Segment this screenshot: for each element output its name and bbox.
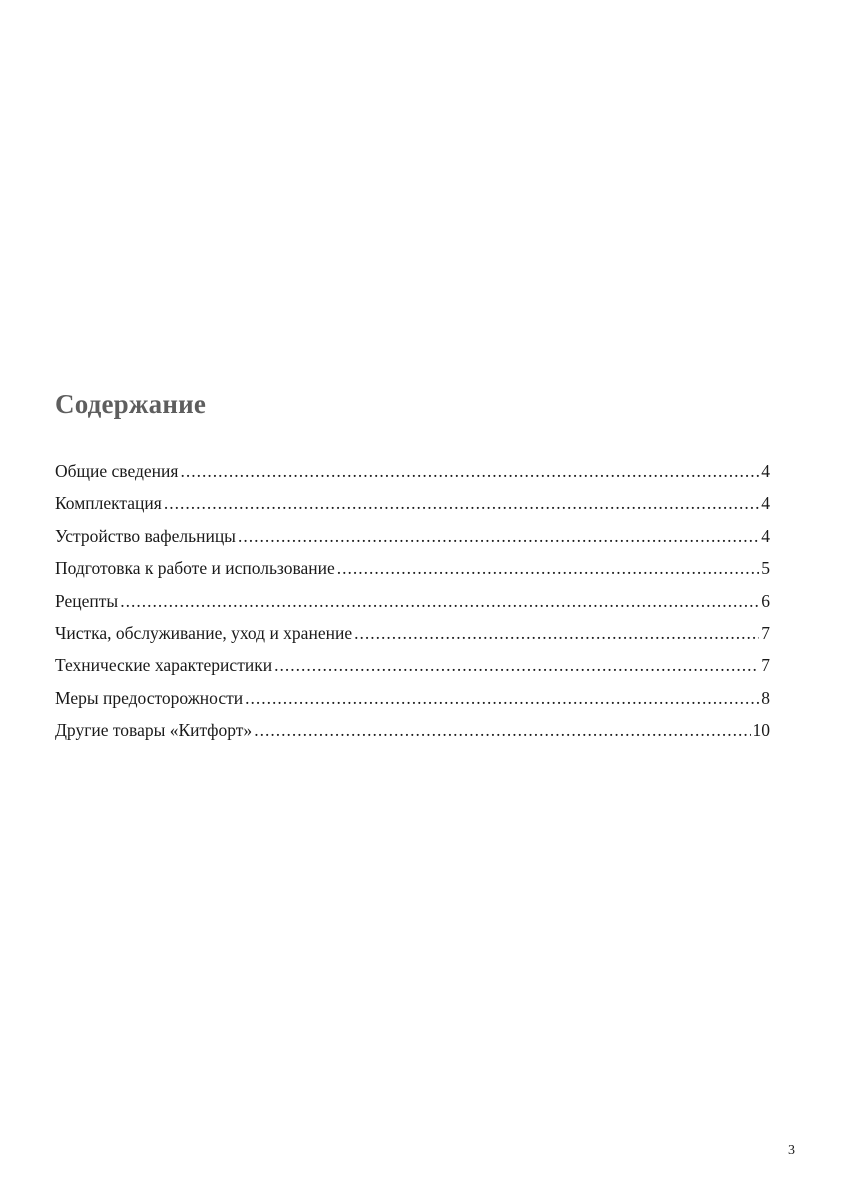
dot-leader bbox=[164, 487, 759, 519]
page-number: 3 bbox=[788, 1143, 795, 1158]
toc-entry[interactable] bbox=[55, 520, 770, 552]
toc-entry[interactable] bbox=[55, 552, 770, 584]
toc-entry-page: 7 bbox=[761, 655, 770, 676]
toc-entry-label: Чистка, обслуживание, уход и хранение bbox=[55, 622, 353, 643]
dot-leader bbox=[337, 552, 759, 584]
toc-entry-page: 6 bbox=[761, 590, 770, 611]
toc-entry-label: Другие товары «Китфорт» bbox=[55, 720, 253, 741]
toc-entry-page: 4 bbox=[761, 461, 770, 481]
dot-leader bbox=[254, 714, 750, 746]
toc-entry-page: 10 bbox=[752, 720, 770, 741]
toc-entry-label: Общие сведения bbox=[55, 461, 179, 481]
toc-entry-page: 4 bbox=[761, 493, 770, 514]
toc-entry-label: Комплектация bbox=[55, 493, 162, 514]
dot-leader bbox=[120, 585, 759, 617]
toc-entry[interactable] bbox=[55, 714, 770, 746]
toc-entry-label: Устройство вафельницы bbox=[55, 525, 236, 546]
toc-entry-page: 5 bbox=[761, 558, 770, 579]
toc-entry[interactable] bbox=[55, 487, 770, 519]
dot-leader bbox=[354, 617, 759, 649]
toc-entry-page: 7 bbox=[761, 622, 770, 643]
dot-leader bbox=[238, 520, 759, 552]
table-of-contents bbox=[55, 455, 770, 747]
toc-entry[interactable] bbox=[55, 585, 770, 617]
toc-entry-page: 4 bbox=[761, 525, 770, 546]
toc-entry[interactable] bbox=[55, 455, 770, 487]
toc-entry-page: 8 bbox=[761, 687, 770, 708]
toc-entry[interactable] bbox=[55, 649, 770, 681]
toc-entry-label: Технические характеристики bbox=[55, 655, 273, 676]
dot-leader bbox=[274, 649, 759, 681]
toc-entry[interactable] bbox=[55, 682, 770, 714]
toc-entry-label: Подготовка к работе и использование bbox=[55, 558, 335, 579]
dot-leader bbox=[245, 682, 759, 714]
toc-entry[interactable] bbox=[55, 617, 770, 649]
toc-entry-label: Меры предосторожности bbox=[55, 687, 244, 708]
page-title: Содержание bbox=[55, 389, 207, 419]
toc-entry-label: Рецепты bbox=[55, 590, 119, 611]
dot-leader bbox=[180, 455, 759, 487]
